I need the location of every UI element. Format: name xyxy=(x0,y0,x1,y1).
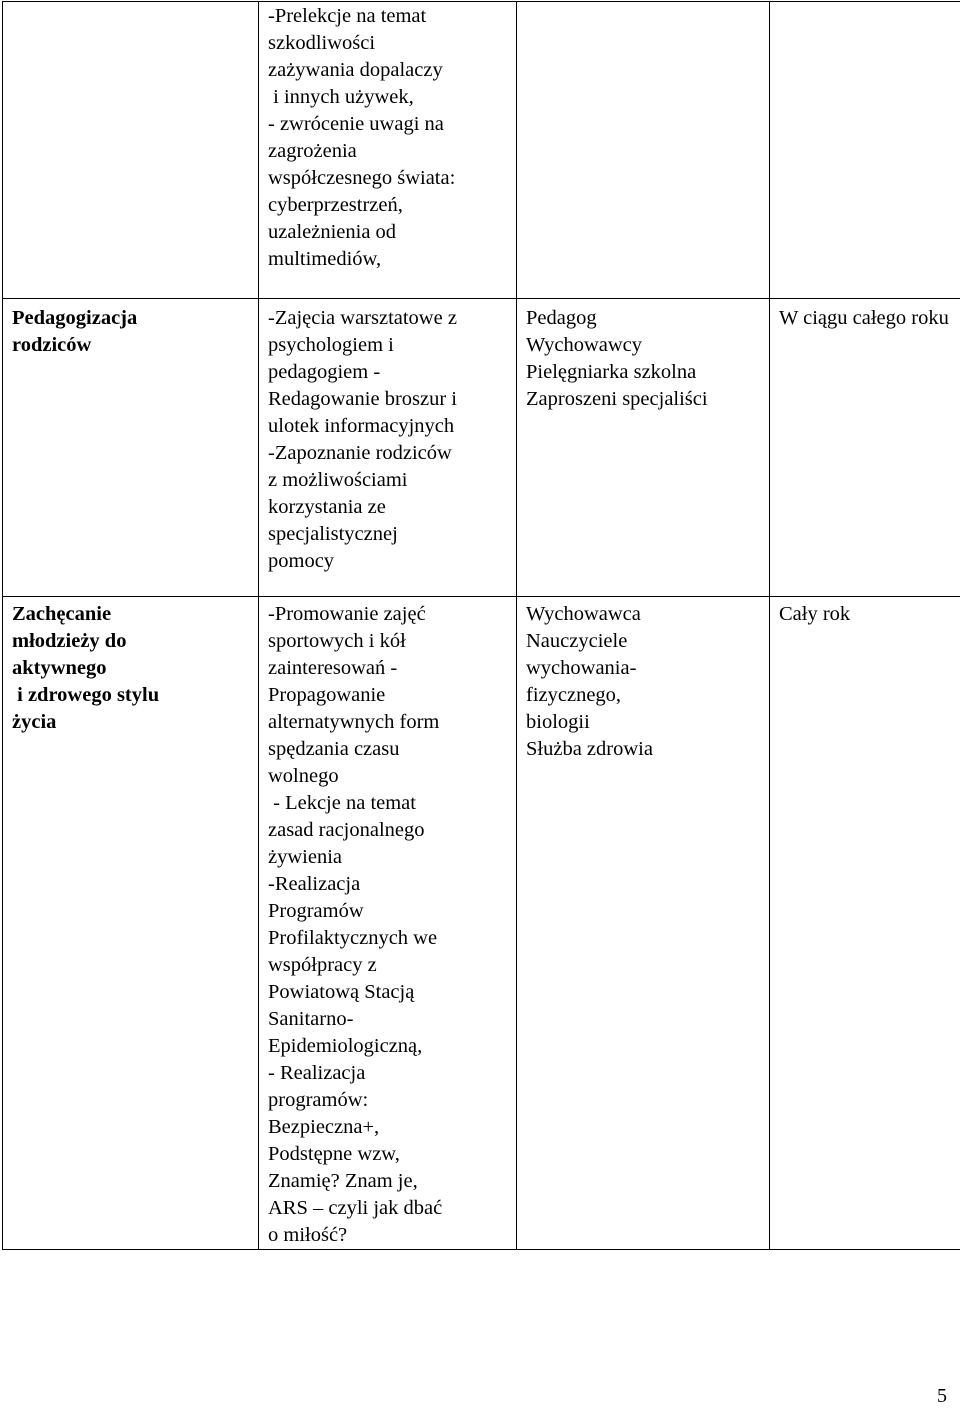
text-line: życia xyxy=(12,711,57,733)
text-line: spędzania czasu xyxy=(268,738,400,760)
text-line: Programów xyxy=(268,900,364,922)
text-line: pomocy xyxy=(268,550,335,572)
area-cell xyxy=(3,299,259,597)
text-line: Wychowawcy xyxy=(526,334,643,356)
text-line: rodziców xyxy=(12,334,92,356)
area-cell xyxy=(3,2,259,299)
text-line: zagrożenia xyxy=(268,140,357,162)
text-line: wychowania- xyxy=(526,657,637,679)
page-number: 5 xyxy=(937,1385,947,1407)
text-line: współpracy z xyxy=(268,954,377,976)
responsible-cell xyxy=(517,299,770,597)
text-line: -Prelekcje na temat xyxy=(268,5,427,27)
text-line: Epidemiologiczną, xyxy=(268,1035,423,1057)
text-line: żywienia xyxy=(268,846,342,868)
actions-cell xyxy=(259,299,517,597)
text-line: specjalistycznej xyxy=(268,523,398,545)
text-line: pedagogiem - xyxy=(268,361,381,383)
text-line: Bezpieczna+, xyxy=(268,1116,380,1138)
table-row xyxy=(3,2,960,299)
text-line: Pedagog xyxy=(526,307,597,329)
text-line: współczesnego świata: xyxy=(268,167,456,189)
text-line: biologii xyxy=(526,711,590,733)
text-line: psychologiem i xyxy=(268,334,394,356)
text-line: Znamię? Znam je, xyxy=(268,1170,418,1192)
actions-cell xyxy=(259,597,517,1250)
text-line: cyberprzestrzeń, xyxy=(268,194,403,216)
text-line: Nauczyciele xyxy=(526,630,628,652)
text-line: Zachęcanie xyxy=(12,603,112,625)
deadline-cell xyxy=(770,2,960,299)
text-line: uzależnienia od xyxy=(268,221,397,243)
text-line: aktywnego xyxy=(12,657,107,679)
text-line: Powiatową Stacją xyxy=(268,981,415,1003)
text-line: -Promowanie zajęć xyxy=(268,603,426,625)
text-line: zażywania dopalaczy xyxy=(268,59,443,81)
text-line: Zaproszeni specjaliści xyxy=(526,388,708,410)
table-row xyxy=(3,597,960,1250)
text-line: W ciągu całego roku xyxy=(779,307,949,329)
text-line: -Zapoznanie rodziców xyxy=(268,442,452,464)
text-line: i innych używek, xyxy=(268,86,414,108)
text-line: Propagowanie xyxy=(268,684,386,706)
text-line: - Realizacja xyxy=(268,1062,366,1084)
text-line: Pielęgniarka szkolna xyxy=(526,361,697,383)
text-line: Redagowanie broszur i xyxy=(268,388,457,410)
text-line: Podstępne wzw, xyxy=(268,1143,400,1165)
text-line: Wychowawca xyxy=(526,603,641,625)
text-line: Pedagogizacja xyxy=(12,307,138,329)
text-line: o miłość? xyxy=(268,1224,348,1246)
text-line: Służba zdrowia xyxy=(526,738,653,760)
deadline-cell xyxy=(770,299,960,597)
table-row xyxy=(3,299,960,597)
text-line: ulotek informacyjnych xyxy=(268,415,455,437)
text-line: Profilaktycznych we xyxy=(268,927,438,949)
plan-table xyxy=(2,1,960,1250)
text-line: ARS – czyli jak dbać xyxy=(268,1197,443,1219)
responsible-cell xyxy=(517,2,770,299)
text-line: zainteresowań - xyxy=(268,657,398,679)
text-line: Cały rok xyxy=(779,603,851,625)
text-line: fizycznego, xyxy=(526,684,622,706)
text-line: Sanitarno- xyxy=(268,1008,354,1030)
text-line: - zwrócenie uwagi na xyxy=(268,113,444,135)
text-line: - Lekcje na temat xyxy=(268,792,416,814)
text-line: -Zajęcia warsztatowe z xyxy=(268,307,457,329)
text-line: i zdrowego stylu xyxy=(12,684,160,706)
text-line: młodzieży do xyxy=(12,630,127,652)
text-line: szkodliwości xyxy=(268,32,376,54)
text-line: korzystania ze xyxy=(268,496,386,518)
text-line: -Realizacja xyxy=(268,873,361,895)
responsible-cell xyxy=(517,597,770,1250)
text-line: alternatywnych form xyxy=(268,711,440,733)
text-line: z możliwościami xyxy=(268,469,408,491)
text-line: multimediów, xyxy=(268,248,382,270)
deadline-cell xyxy=(770,597,960,1250)
text-line: zasad racjonalnego xyxy=(268,819,425,841)
text-line: sportowych i kół xyxy=(268,630,406,652)
text-line: programów: xyxy=(268,1089,369,1111)
area-cell xyxy=(3,597,259,1250)
text-line: wolnego xyxy=(268,765,339,787)
actions-cell xyxy=(259,2,517,299)
